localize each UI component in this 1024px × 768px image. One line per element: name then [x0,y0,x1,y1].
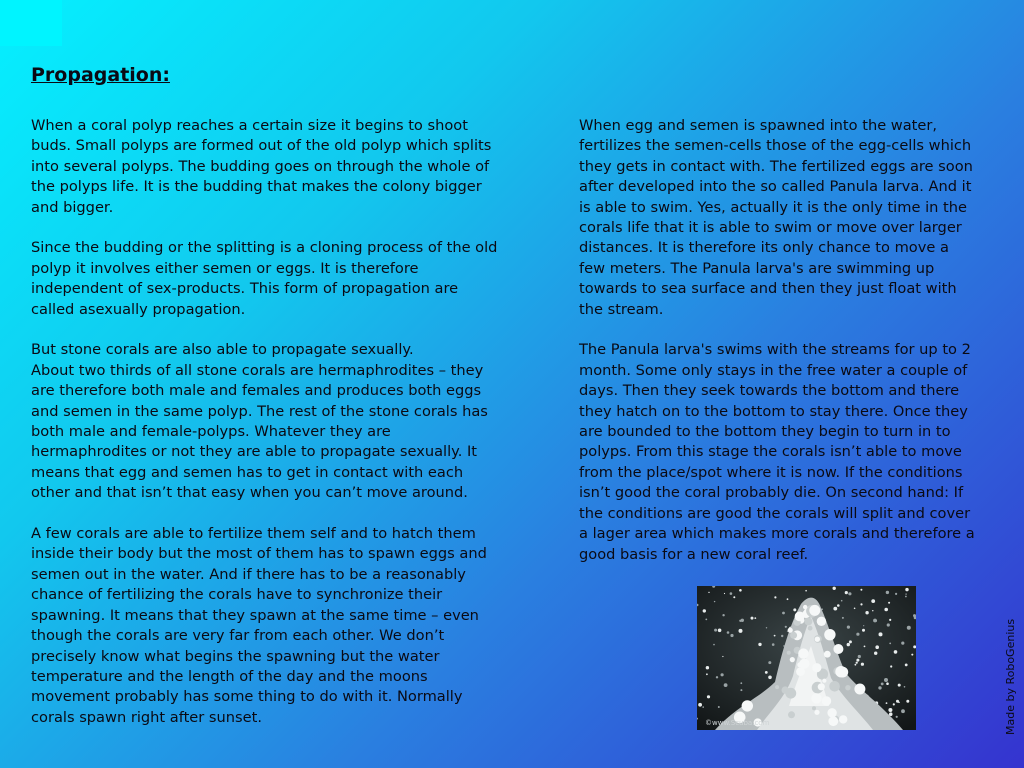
author-credit: Made by RoboGenius [1004,618,1017,735]
coral-spawning-photo [697,586,916,730]
corner-accent [0,0,62,46]
paragraph-budding: When a coral polyp reaches a certain size it begins to shoot buds. Small polyps are formed out of the old polyp which splits into several polyps. The budding goes on through the whole of the polyps life. It is the budding that makes the colony bigger and bigger. [31,117,492,216]
coral-spawning-image [697,586,916,730]
photo-watermark: ©www.Scuba.com [705,719,770,727]
paragraph-sexual-intro: But stone corals are also able to propagate sexually. [31,341,414,359]
paragraph-larva: The Panula larva's swims with the streams for up to 2 month. Some only stays in the free water a couple of days. Then they seek towards the bottom and there they hatch on to the bottom to stay there. Once they are bounded to the bottom they begin to turn in to polyps. From this stage the corals isn’t able to move from the place/spot where it is now. If the conditions isn’t good the coral probably die. On second hand: If the conditions are good the corals will split and cover a lager area which makes more corals and therefore a good basis for a new coral reef. [579,341,975,563]
paragraph-asexual: Since the budding or the splitting is a cloning process of the old polyp it involves either semen or eggs. It is therefore independent of sex-products. This form of propagation are called asexually propagation. [31,239,498,318]
paragraph-sexual [31,340,503,503]
paragraph-sexual-body: About two thirds of all stone corals are hermaphrodites – they are therefore both male and females and produces both eggs and semen in the same polyp. The rest of the stone corals has both male and female-polyps. Whatever they are hermaphrodites or not they are able to propagate sexually. It means that egg and semen has to get in contact with each other and that isn’t that easy when you can’t move around. [31,361,488,502]
left-column [31,116,503,749]
paragraph-fertilization: When egg and semen is spawned into the water, fertilizes the semen-cells those of the egg-cells which they gets in contact with. The fertilized eggs are soon after developed into the so called Panula larva. And it is able to swim. Yes, actually it is the only time in the corals life that it is able to swim or move over larger distances. It is therefore its only chance to move a few meters. The Panula larva's are swimming up towards to sea surface and then they just float with the stream. [579,117,973,318]
page-title: Propagation: [31,64,170,86]
right-column [579,116,979,585]
paragraph-spawning: A few corals are able to fertilize them self and to hatch them inside their body but the most of them has to spawn eggs and semen out in the water. And if there has to be a reasonably chance of fertilizing the corals have to synchronize their spawning. It means that they spawn at the same time – even though the corals are very far from each other. We don’t precisely know what begins the spawning but the water temperature and the length of the day and the moons movement probably has some thing to do with it. Normally corals spawn right after sunset. [31,525,487,726]
